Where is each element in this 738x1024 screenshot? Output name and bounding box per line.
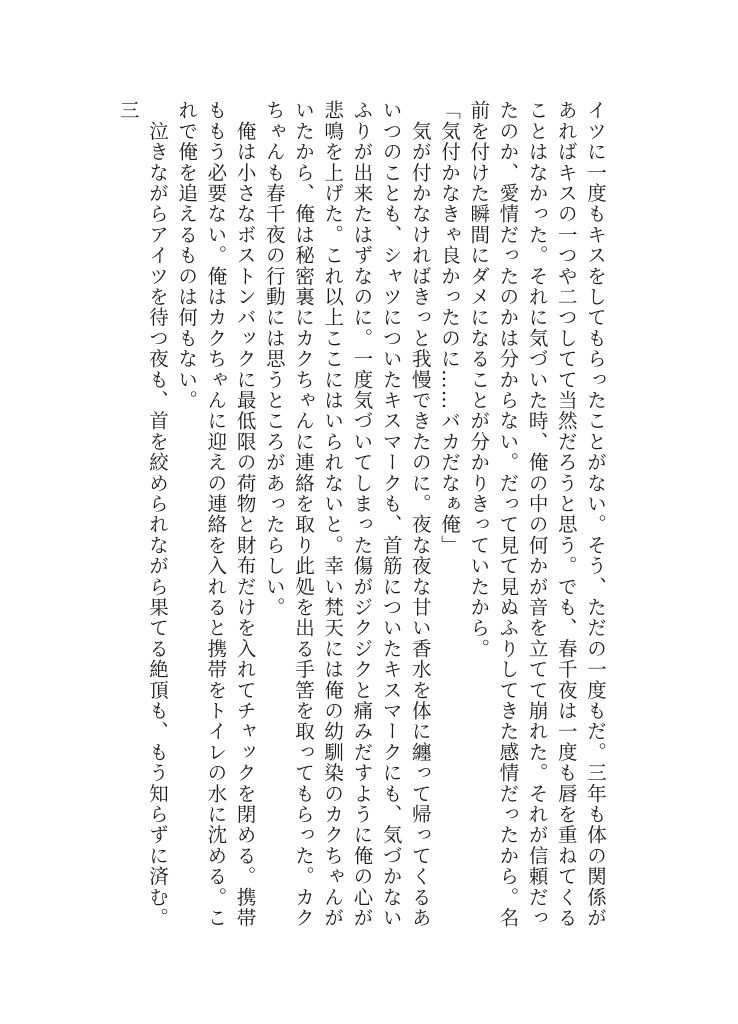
paragraph-3: 気が付かなければきっと我慢できたのに。夜な夜な甘い香水を体に纏って帰ってくるあいつのことも、シャツについたキスマークも、首筋についたキスマークにも、気づかないふりが出来たはずなのに。一度気づいてしまった傷がジクジクと痛みだすように俺の心が悲鳴を上げた。これ以上ここにはいられないと。幸い梵天には俺の幼馴染のカクちゃんがいたから、俺は秘密裏にカクちゃんに連絡を取り此処を出る手筈を取ってもらった。カクちゃんも春千夜の行動には思うところがあったらしい。 [262,100,432,929]
paragraph-1: イツに一度もキスをしてもらったことがない。そう、ただの一度もだ。三年も体の関係があればキスの一つや二つしてて当然だろうと思う。でも、春千夜は一度も唇を重ねてくることはなかった。それに気づいた時、俺の中の何かが音を立てて崩れた。それが信頼だったのか、愛情だったのかは分からない。だって見て見ぬふりしてきた感情だったから。名前を付けた瞬間にダメになることが分かりきっていたから。 [467,100,607,928]
paragraph-2: 「気付かなきゃ良かったのに……バカだなぁ俺」 [437,100,461,556]
paragraph-4: 俺は小さなボストンバックに最低限の荷物と財布だけを入れてチャックを閉める。携帯ももう必要ない。俺はカクちゃんに迎えの連絡を入れると携帯をトイレの水に沈める。これで俺を追えるものは何もない。 [175,100,257,928]
vertical-text-body [114,100,610,930]
paragraph-5: 泣きながらアイツを待つ夜も、首を絞められながら果てる絶頂も、もう知らずに済む。三 [116,100,169,928]
